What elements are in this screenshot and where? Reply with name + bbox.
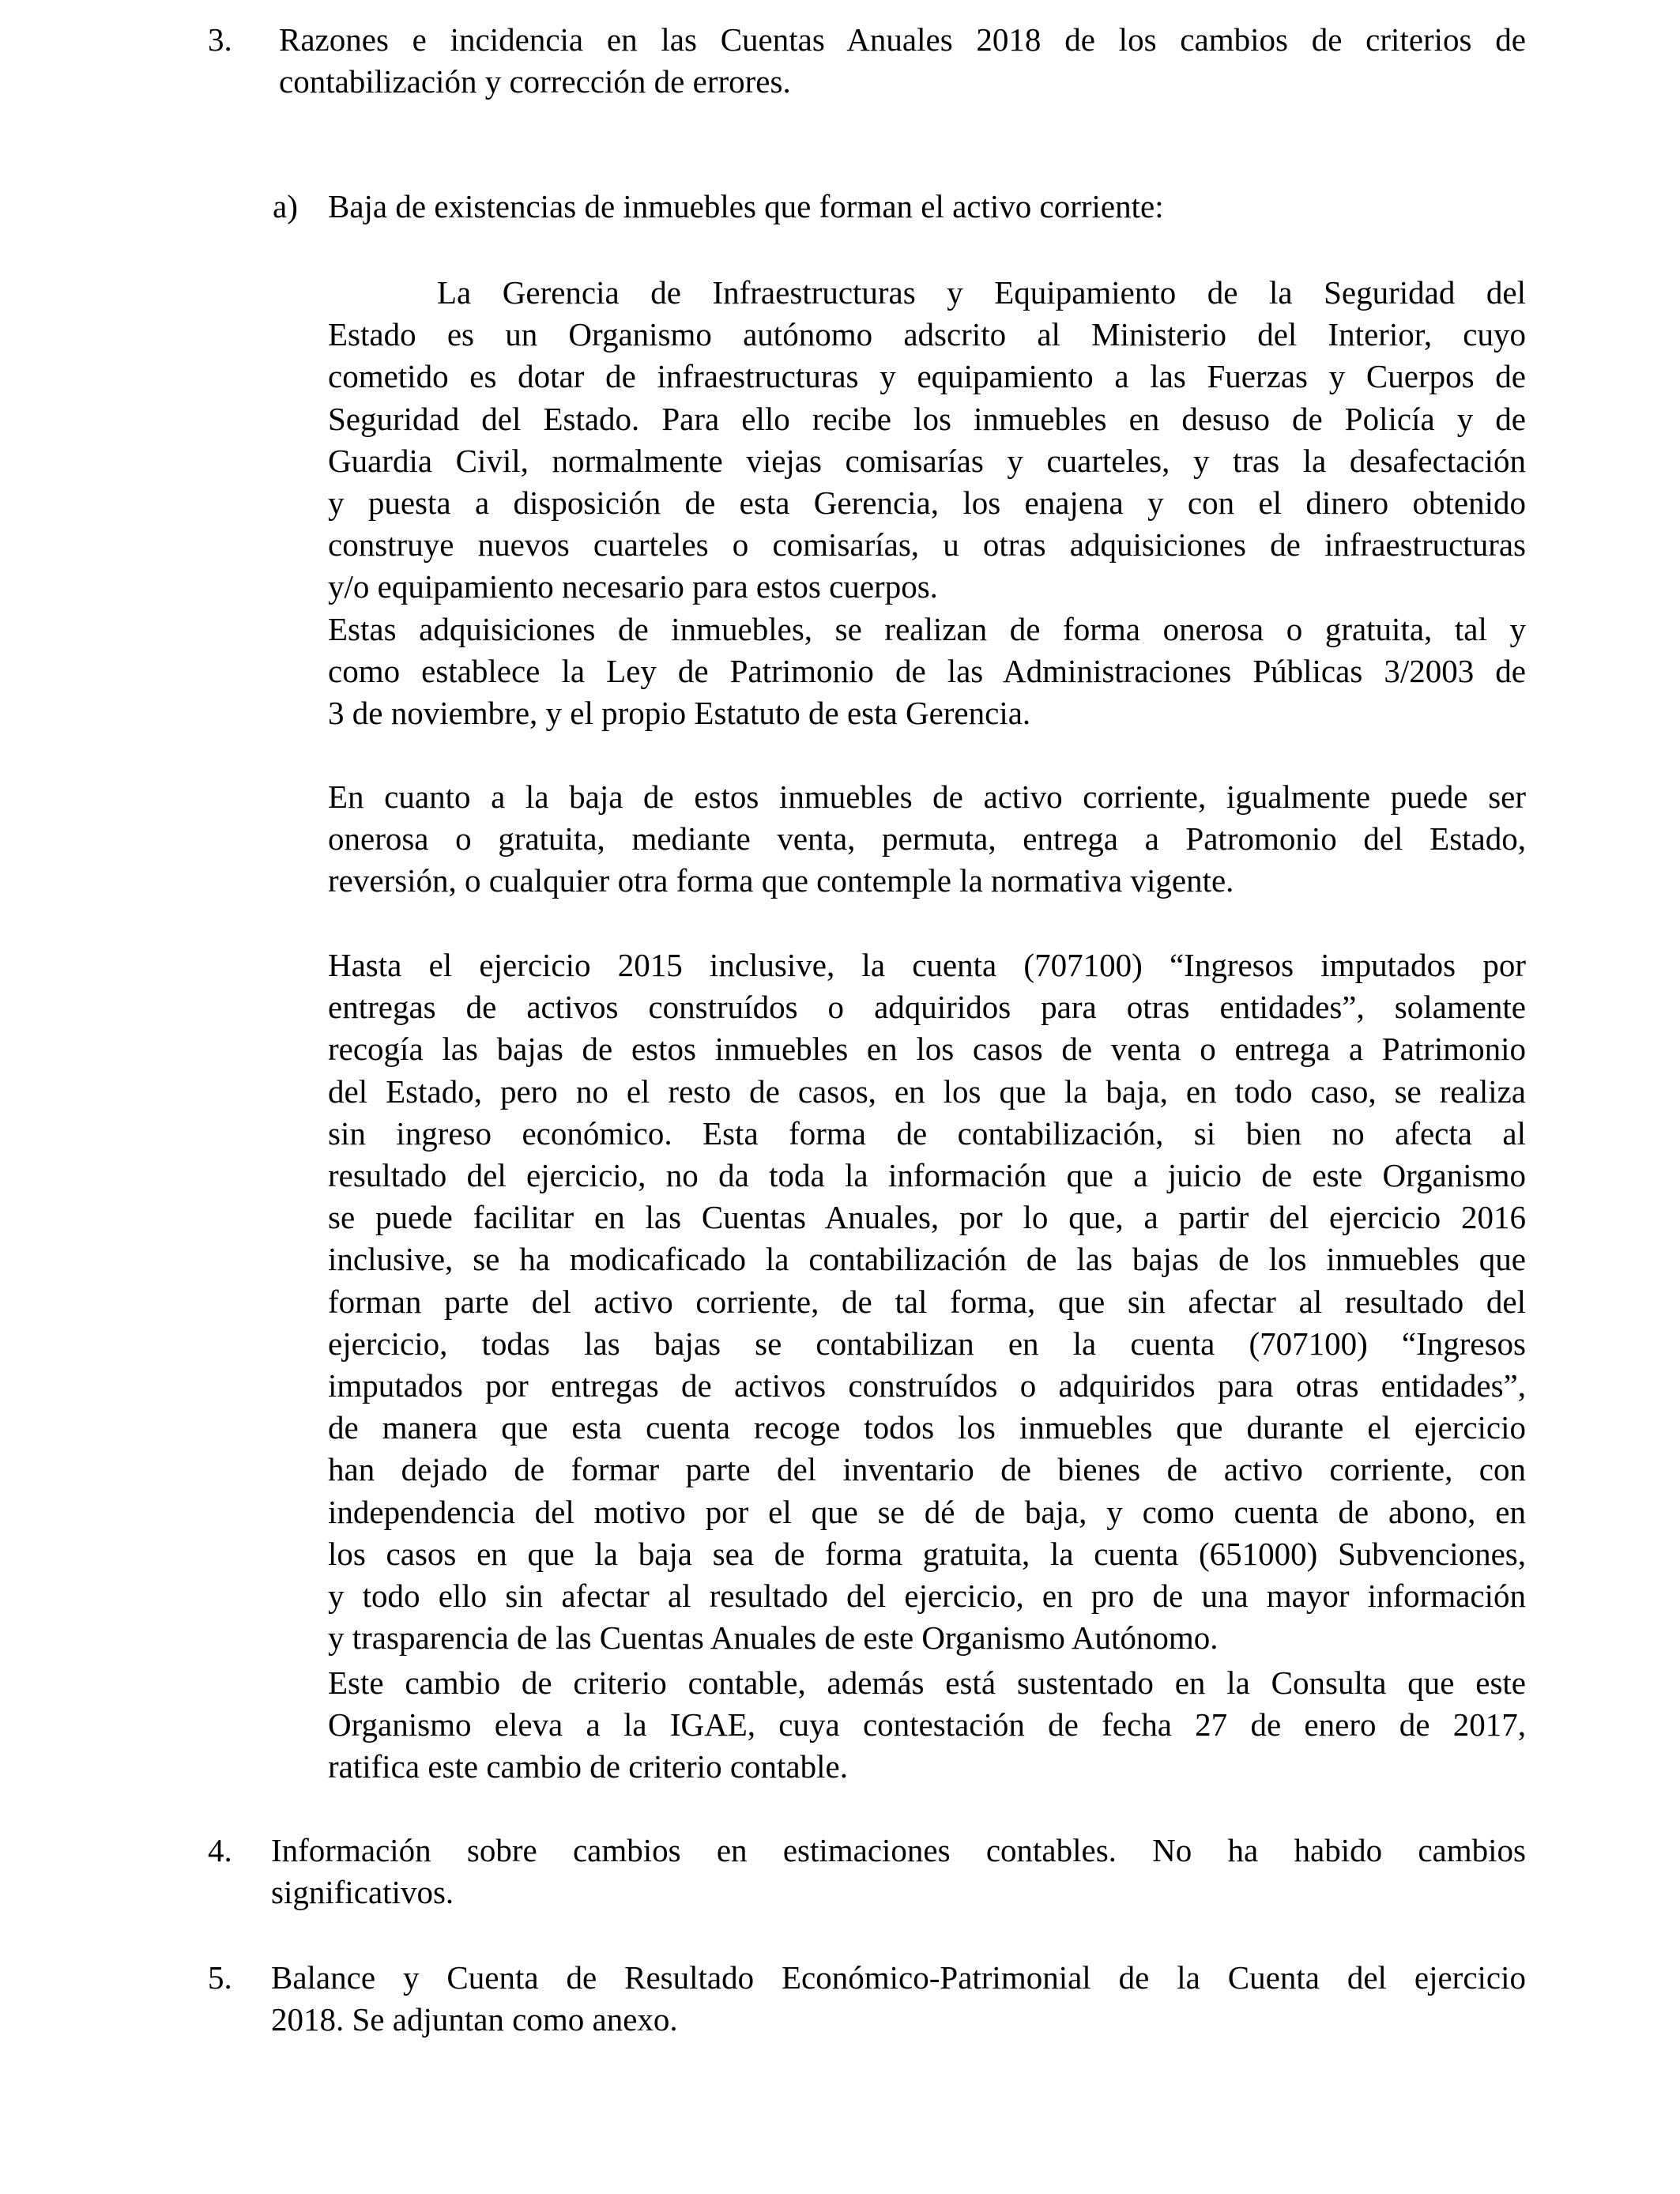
- section-4-number: 4.: [208, 1832, 232, 1868]
- paragraph-line: resultado del ejercicio, no da toda la información que a juicio de este Organismo: [328, 1157, 1526, 1194]
- paragraph-line: onerosa o gratuita, mediante venta, permuta, entrega a Patromonio del Estado,: [328, 820, 1526, 858]
- section-5-item: [271, 1957, 1526, 2041]
- paragraph-5: [328, 1662, 1526, 1789]
- paragraph-line: Guardia Civil, normalmente viejas comisarías y cuarteles, y tras la desafectación: [328, 442, 1526, 479]
- paragraph-line: Hasta el ejercicio 2015 inclusive, la cuenta (707100) “Ingresos imputados por: [328, 947, 1526, 983]
- section-4-line: Información sobre cambios en estimaciones contables. No ha habido cambios: [271, 1832, 1526, 1868]
- paragraph-line: forman parte del activo corriente, de tal forma, que sin afectar al resultado del: [328, 1283, 1526, 1320]
- section-4-line: significativos.: [271, 1874, 454, 1911]
- paragraph-line: sin ingreso económico. Esta forma de contabilización, si bien no afecta al: [328, 1114, 1526, 1152]
- paragraph-line: cometido es dotar de infraestructuras y equipamiento a las Fuerzas y Cuerpos de: [328, 358, 1526, 395]
- paragraph-line: inclusive, se ha modicaficado la contabilización de las bajas de los inmuebles que: [328, 1241, 1526, 1278]
- paragraph-line: Estas adquisiciones de inmuebles, se realizan de forma onerosa o gratuita, tal y: [328, 611, 1526, 647]
- subsection-a-title: Baja de existencias de inmuebles que forman el activo corriente:: [328, 188, 1164, 224]
- paragraph-line: Organismo eleva a la IGAE, cuya contestación de fecha 27 de enero de 2017,: [328, 1706, 1526, 1744]
- paragraph-line: los casos en que la baja sea de forma gratuita, la cuenta (651000) Subvenciones,: [328, 1535, 1526, 1572]
- paragraph-line: reversión, o cualquier otra forma que contemple la normativa vigente.: [328, 862, 1234, 899]
- paragraph-line: y/o equipamiento necesario para estos cuerpos.: [328, 568, 938, 605]
- paragraph-line: 3 de noviembre, y el propio Estatuto de esta Gerencia.: [328, 695, 1031, 732]
- paragraph-4: [328, 944, 1526, 1659]
- paragraph-line: se puede facilitar en las Cuentas Anuales, por lo que, a partir del ejercicio 2016: [328, 1199, 1526, 1236]
- paragraph-3: [328, 776, 1526, 903]
- section-3-heading: [279, 19, 1526, 103]
- section-4-item: [271, 1830, 1526, 1913]
- paragraph-line: de manera que esta cuenta recoge todos los inmuebles que durante el ejercicio: [328, 1409, 1526, 1446]
- paragraph-line: entregas de activos construídos o adquiridos para otras entidades”, solamente: [328, 989, 1526, 1026]
- paragraph-line: En cuanto a la baja de estos inmuebles de activo corriente, igualmente puede ser: [328, 778, 1526, 815]
- paragraph-line: independencia del motivo por el que se dé de baja, y como cuenta de abono, en: [328, 1493, 1526, 1530]
- paragraph-line: han dejado de formar parte del inventario de bienes de activo corriente, con: [328, 1451, 1526, 1488]
- paragraph-line: Este cambio de criterio contable, además está sustentado en la Consulta que este: [328, 1664, 1526, 1701]
- paragraph-line: Estado es un Organismo autónomo adscrito al Ministerio del Interior, cuyo: [328, 316, 1526, 353]
- section-5-number: 5.: [208, 1959, 232, 1996]
- paragraph-line: del Estado, pero no el resto de casos, en los que la baja, en todo caso, se realiza: [328, 1072, 1526, 1110]
- paragraph-line: y todo ello sin afectar al resultado del ejercicio, en pro de una mayor información: [328, 1578, 1526, 1615]
- paragraph-line: y trasparencia de las Cuentas Anuales de este Organismo Autónomo.: [328, 1619, 1219, 1657]
- paragraph-line: Seguridad del Estado. Para ello recibe los inmuebles en desuso de Policía y de: [328, 400, 1526, 437]
- paragraph-line: imputados por entregas de activos construídos o adquiridos para otras entidades”,: [328, 1367, 1526, 1404]
- paragraph-line: ratifica este cambio de criterio contable.: [328, 1748, 848, 1785]
- section-3-line: Razones e incidencia en las Cuentas Anuales 2018 de los cambios de criterios de: [279, 21, 1526, 58]
- subsection-a-label: a): [273, 188, 298, 224]
- paragraph-2: [328, 609, 1526, 735]
- section-5-line: 2018. Se adjuntan como anexo.: [271, 2001, 678, 2038]
- paragraph-line: La Gerencia de Infraestructuras y Equipamiento de la Seguridad del: [437, 274, 1526, 311]
- paragraph-line: construye nuevos cuarteles o comisarías, u otras adquisiciones de infraestructuras: [328, 526, 1526, 564]
- section-3-number: 3.: [208, 21, 232, 58]
- paragraph-1: [328, 272, 1526, 609]
- paragraph-line: ejercicio, todas las bajas se contabilizan en la cuenta (707100) “Ingresos: [328, 1325, 1526, 1362]
- paragraph-line: y puesta a disposición de esta Gerencia, los enajena y con el dinero obtenido: [328, 484, 1526, 522]
- paragraph-line: como establece la Ley de Patrimonio de las Administraciones Públicas 3/2003 de: [328, 653, 1526, 690]
- section-3-line: contabilización y corrección de errores.: [279, 63, 791, 100]
- section-5-line: Balance y Cuenta de Resultado Económico-Patrimonial de la Cuenta del ejercicio: [271, 1959, 1526, 1996]
- paragraph-line: recogía las bajas de estos inmuebles en los casos de venta o entrega a Patrimonio: [328, 1031, 1526, 1068]
